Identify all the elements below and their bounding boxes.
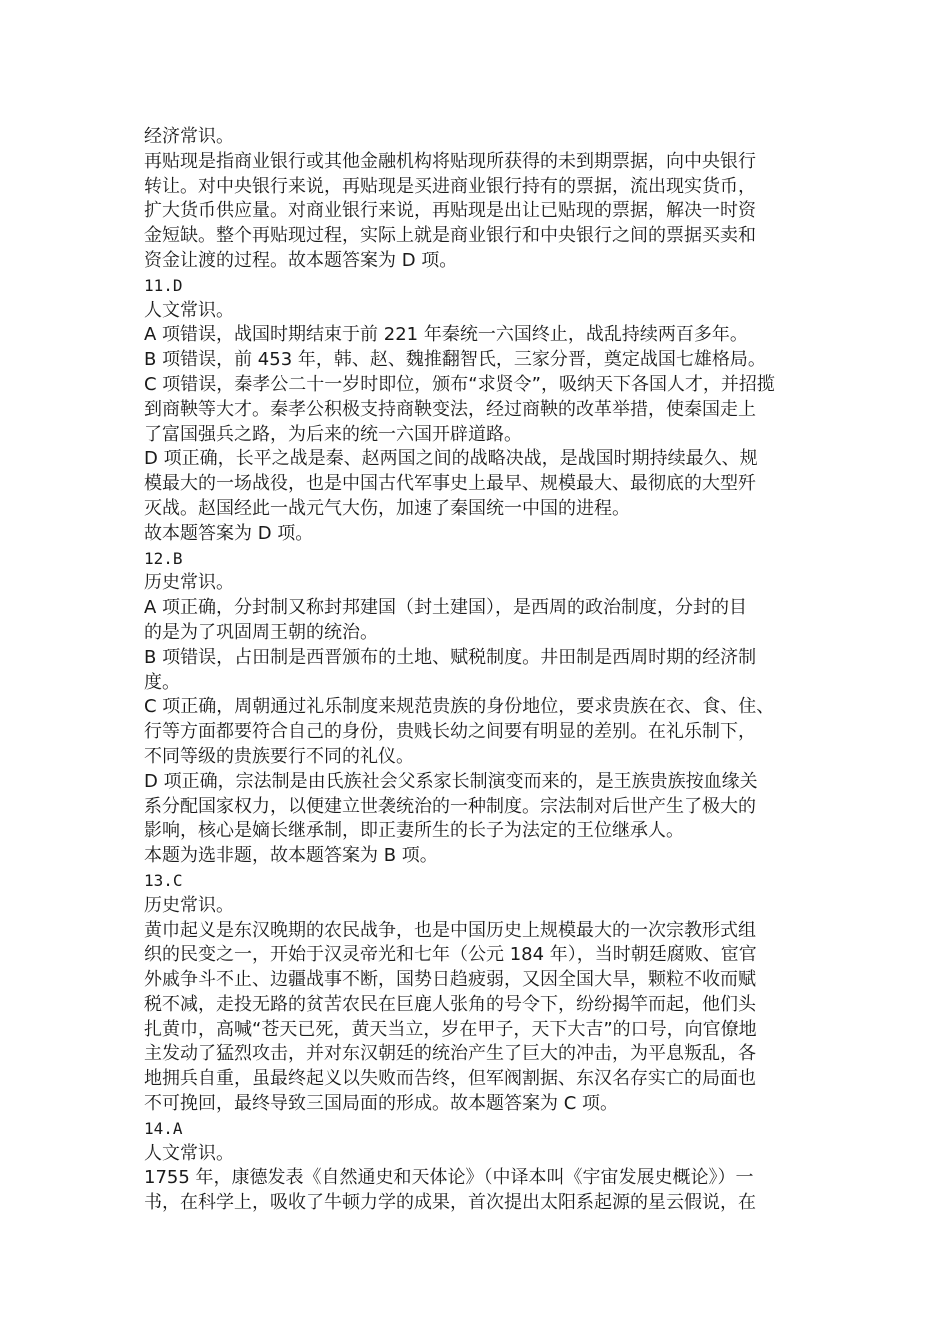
text-line: 了富国强兵之路，为后来的统一六国开辟道路。 — [144, 423, 522, 445]
text-line: 地拥兵自重，虽最终起义以失败而告终，但军阀割据、东汉名存实亡的局面也 — [144, 1068, 756, 1090]
text-line: B 项错误，前 453 年，韩、赵、魏推翻智氏，三家分晋，奠定战国七雄格局。 — [144, 349, 766, 371]
text-line: 故本题答案为 D 项。 — [144, 522, 314, 544]
text-line: 人文常识。 — [144, 1142, 234, 1164]
text-line: 行等方面都要符合自己的身份，贵贱长幼之间要有明显的差别。在礼乐制下， — [144, 721, 756, 743]
text-line: D 项正确，长平之战是秦、赵两国之间的战略决战，是战国时期持续最久、规 — [144, 448, 758, 470]
text-line: 金短缺。整个再贴现过程，实际上就是商业银行和中央银行之间的票据买卖和 — [144, 225, 756, 247]
text-line: A 项正确，分封制又称封邦建国（封土建国），是西周的政治制度，分封的目 — [144, 597, 748, 619]
text-line: 历史常识。 — [144, 894, 234, 916]
text-line: 到商鞅等大才。秦孝公积极支持商鞅变法，经过商鞅的改革举措，使秦国走上 — [144, 398, 756, 420]
text-line: 影响，核心是嫡长继承制，即正妻所生的长子为法定的王位继承人。 — [144, 820, 684, 842]
text-line: 主发动了猛烈攻击，并对东汉朝廷的统治产生了巨大的冲击，为平息叛乱，各 — [144, 1043, 756, 1065]
question-number: 13.C — [144, 870, 183, 890]
text-line: A 项错误，战国时期结束于前 221 年秦统一六国终止，战乱持续两百多年。 — [144, 324, 748, 346]
text-line: 织的民变之一，开始于汉灵帝光和七年（公元 184 年），当时朝廷腐败、宦官 — [144, 944, 757, 966]
text-line: 本题为选非题，故本题答案为 B 项。 — [144, 845, 438, 867]
text-line: 外戚争斗不止、边疆战事不断，国势日趋疲弱，又因全国大旱，颗粒不收而赋 — [144, 969, 756, 991]
text-line: 黄巾起义是东汉晚期的农民战争，也是中国历史上规模最大的一次宗教形式组 — [144, 919, 756, 941]
document-page — [144, 125, 816, 1216]
text-line: 模最大的一场战役，也是中国古代军事史上最早、规模最大、最彻底的大型歼 — [144, 473, 756, 495]
text-line: 转让。对中央银行来说，再贴现是买进商业银行持有的票据，流出现实货币， — [144, 175, 756, 197]
text-line: 再贴现是指商业银行或其他金融机构将贴现所获得的未到期票据，向中央银行 — [144, 150, 756, 172]
text-line: 历史常识。 — [144, 572, 234, 594]
text-line: 书，在科学上，吸收了牛顿力学的成果，首次提出太阳系起源的星云假说，在 — [144, 1192, 756, 1214]
text-line: 人文常识。 — [144, 299, 234, 321]
text-line: 不可挽回，最终导致三国局面的形成。故本题答案为 C 项。 — [144, 1093, 619, 1115]
question-number: 11.D — [144, 275, 183, 295]
text-line: 灭战。赵国经此一战元气大伤，加速了秦国统一中国的进程。 — [144, 497, 630, 519]
text-line: 系分配国家权力，以便建立世袭统治的一种制度。宗法制对后世产生了极大的 — [144, 795, 756, 817]
text-line: C 项错误，秦孝公二十一岁时即位，颁布“求贤令”，吸纳天下各国人才，并招揽 — [144, 373, 775, 395]
text-line: D 项正确，宗法制是由氏族社会父系家长制演变而来的，是王族贵族按血缘关 — [144, 770, 758, 792]
text-line: C 项正确，周朝通过礼乐制度来规范贵族的身份地位，要求贵族在衣、食、住、 — [144, 696, 775, 718]
text-line: 不同等级的贵族要行不同的礼仪。 — [144, 745, 414, 767]
question-number: 12.B — [144, 548, 183, 568]
question-number: 14.A — [144, 1118, 183, 1138]
text-line: 经济常识。 — [144, 126, 234, 147]
text-line: 扎黄巾，高喊“苍天已死，黄天当立，岁在甲子，天下大吉”的口号，向官僚地 — [144, 1018, 757, 1040]
text-line: 度。 — [144, 671, 180, 693]
text-line: 1755 年，康德发表《自然通史和天体论》（中译本叫《宇宙发展史概论》）一 — [144, 1167, 754, 1189]
text-line: 税不减，走投无路的贫苦农民在巨鹿人张角的号令下，纷纷揭竿而起，他们头 — [144, 993, 756, 1015]
text-line: 资金让渡的过程。故本题答案为 D 项。 — [144, 249, 458, 271]
text-line: B 项错误，占田制是西晋颁布的土地、赋税制度。井田制是西周时期的经济制 — [144, 646, 757, 668]
text-line: 扩大货币供应量。对商业银行来说，再贴现是出让已贴现的票据，解决一时资 — [144, 200, 756, 222]
text-line: 的是为了巩固周王朝的统治。 — [144, 621, 378, 643]
